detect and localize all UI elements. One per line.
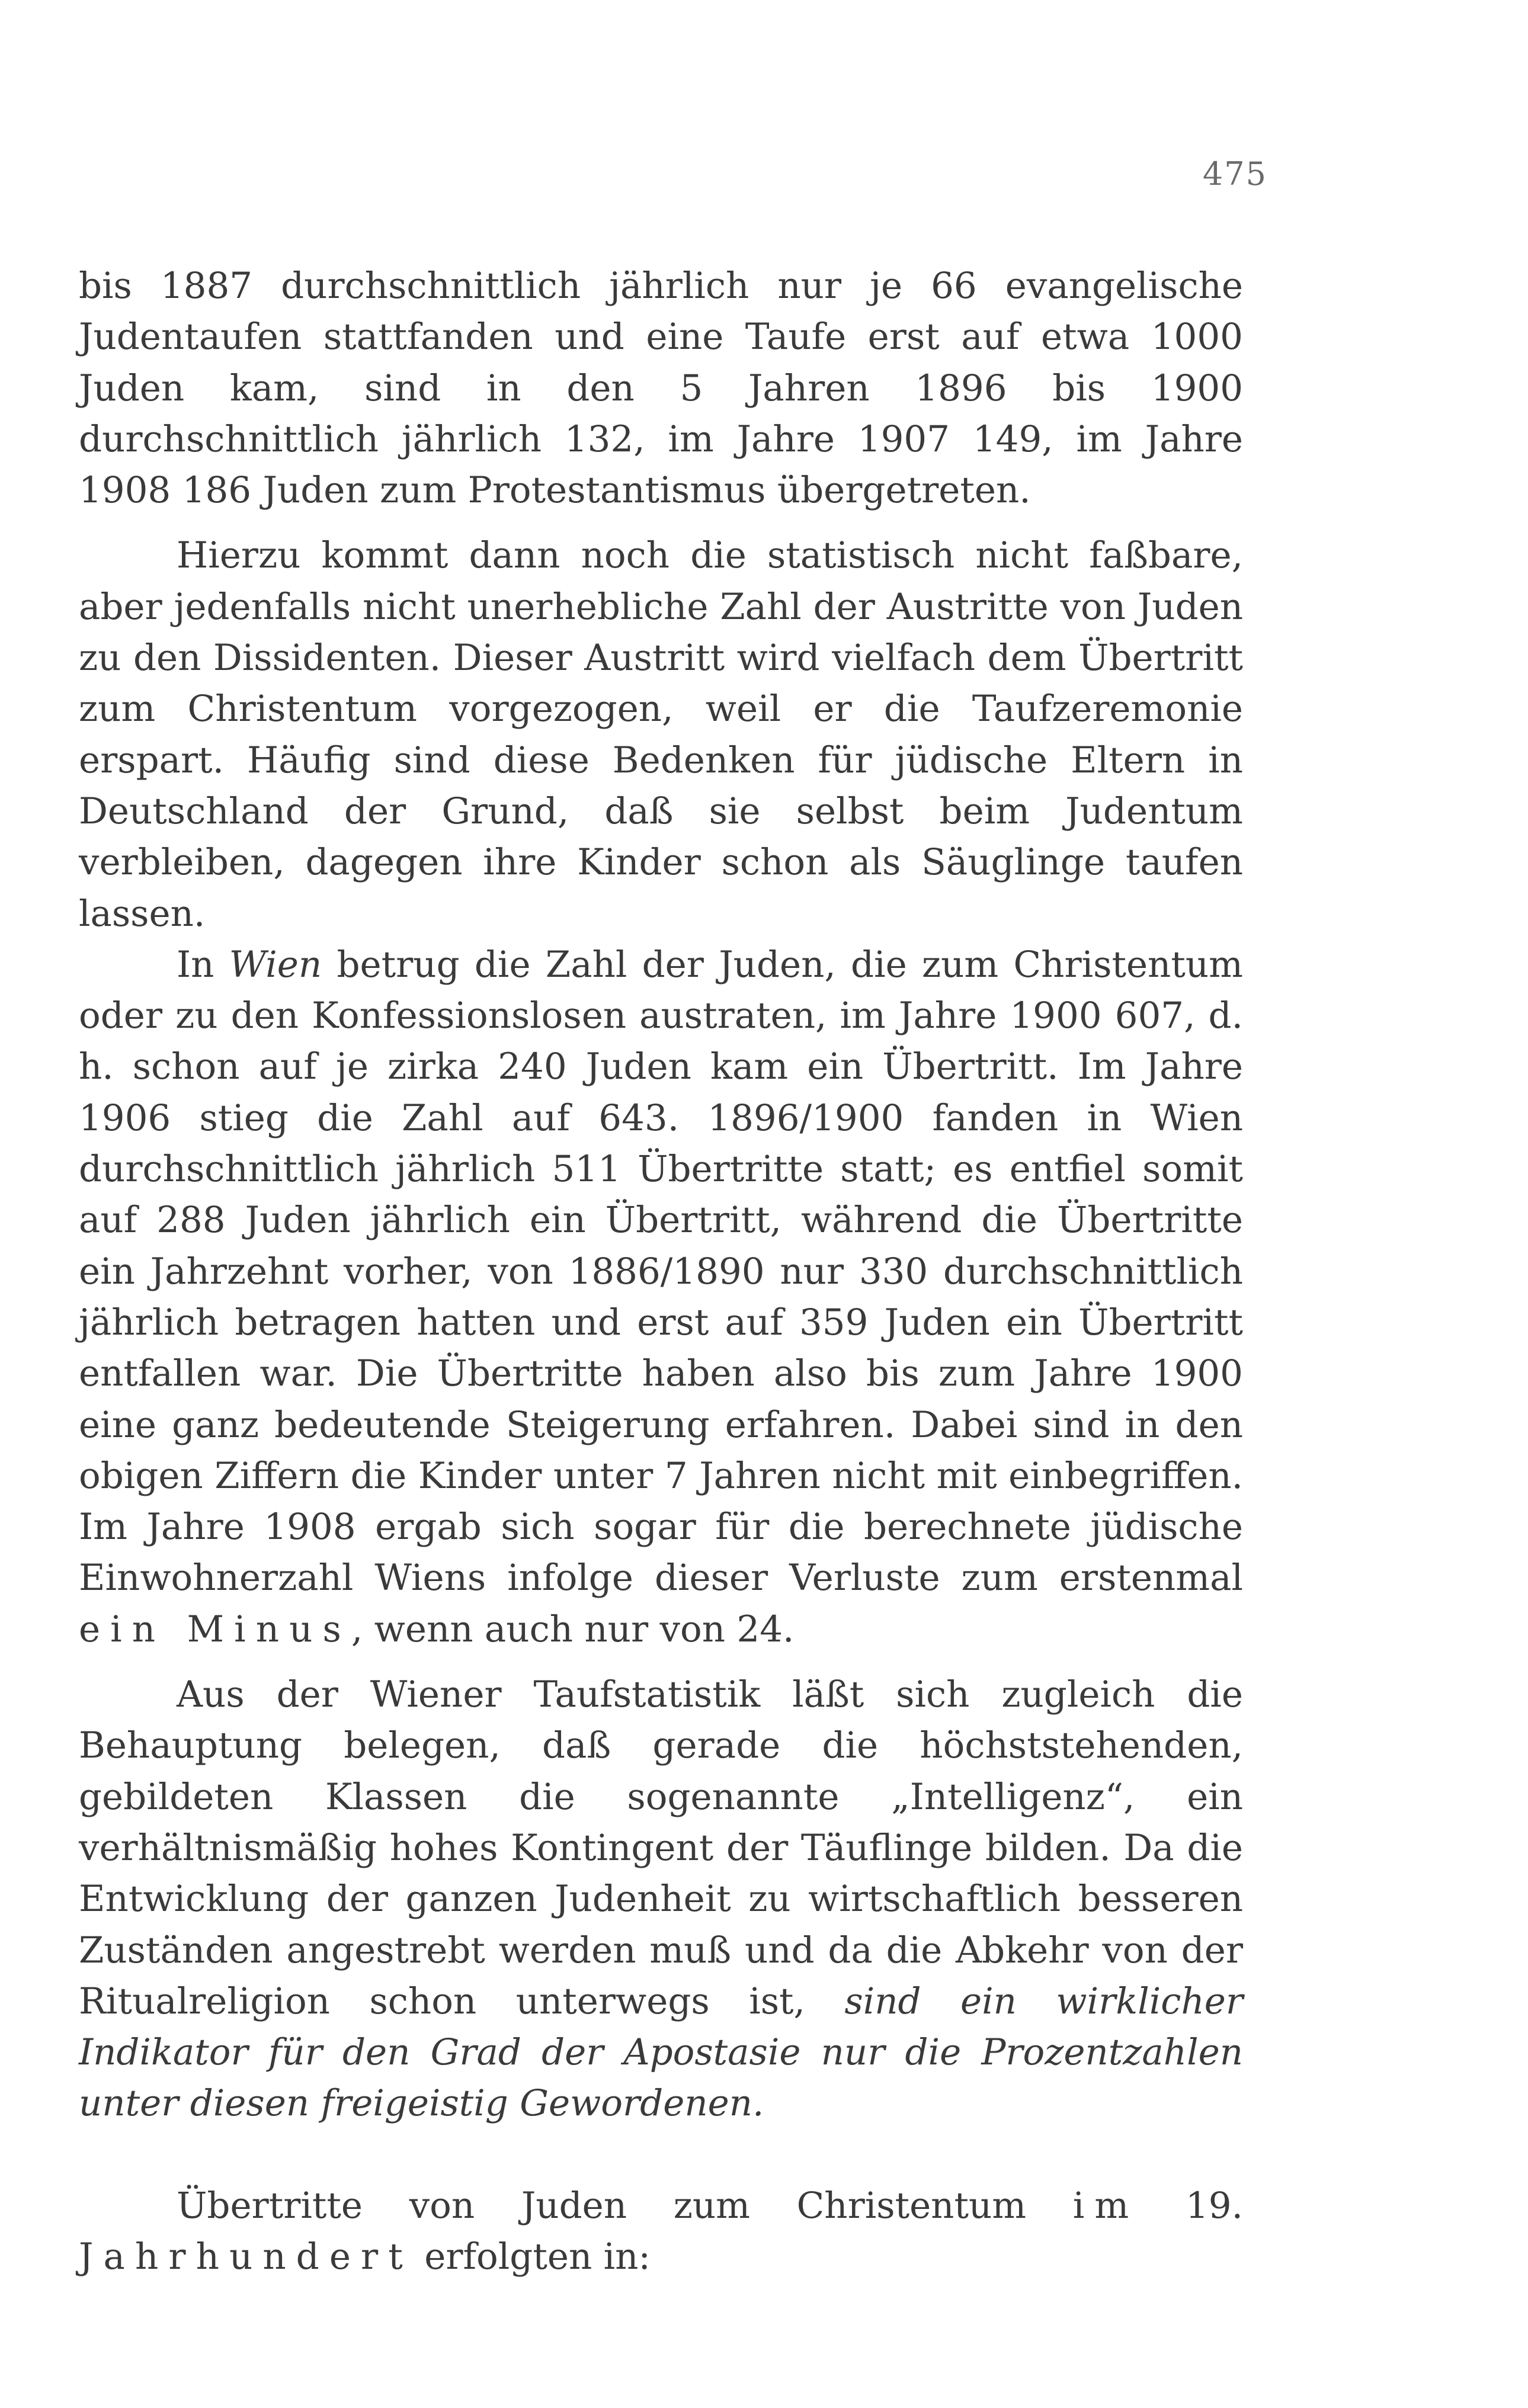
paragraph-1: bis 1887 durchschnittlich jährlich nur je 66 evangelische Judentaufen stattfanden und eine Taufe erst auf etwa 1000 Juden kam, sind in den 5 Jahren 1896 bis 1900 durchschnittlich jährlich 132, im Jahre 1907 149, im Jahre 1908 186 Juden zum Protestantismus übergetreten. (79, 265, 1243, 512)
paragraph-3-text: In (177, 943, 229, 986)
heading-text: erfolgten in: (412, 2235, 651, 2278)
body-text (79, 261, 1243, 2282)
italic-conclusion: sind ein wirklicher Indikator für den Grad der Apostasie nur die Prozentzahlen unter diesen freigeistig Gewordenen. (79, 1980, 1243, 2125)
heading-text: 19. (1139, 2184, 1243, 2227)
paragraph-2: Hierzu kommt dann noch die statistisch nicht faßbare, aber jedenfalls nicht unerhebliche Zahl der Austritte von Juden zu den Dissidenten. Dieser Austritt wird vielfach dem Übertritt zum Christentum vorgezogen, weil er die Taufzeremonie erspart. Häufig sind diese Bedenken für jüdische Eltern in Deutschland der Grund, daß sie selbst beim Judentum verbleiben, dagegen ihre Kinder schon als Säuglinge taufen lassen. (79, 534, 1243, 935)
paragraph-3-text: betrug die Zahl der Juden, die zum Christentum oder zu den Konfessionslosen austraten, im Jahre 1900 607, d. h. schon auf je zirka 240 Juden kam ein Übertritt. Im Jahre 1906 stieg die Zahl auf 643. 1896/1900 fanden in Wien durchschnittlich jährlich 511 Übertritte statt; es entfiel somit auf 288 Juden jährlich ein Übertritt, während die Übertritte ein Jahrzehnt vorher, von 1886/1890 nur 330 durchschnittlich jährlich betragen hatten und erst auf 359 Juden ein Übertritt entfallen war. Die Übertritte haben also bis zum Jahre 1900 eine ganz bedeutende Steigerung erfahren. Dabei sind in den obigen Ziffern die Kinder unter 7 Jahren nicht mit einbegriffen. Im Jahre 1908 ergab sich sogar für die berechnete jüdische Einwohnerzahl Wiens infolge dieser Verluste zum erstenmal (79, 943, 1243, 1599)
section-heading (79, 2181, 1243, 2283)
paragraph-4-text: Aus der Wiener Taufstatistik läßt sich zugleich die Behauptung belegen, daß gerade die höchststehenden, gebildeten Klassen die sogenannte „Intelligenz“, ein verhältnismäßig hohes Kontingent der Täuflinge bilden. Da die Entwicklung der ganzen Judenheit zu wirtschaftlich besseren Zuständen angestrebt werden muß und da die Abkehr von der Ritualreligion schon unterwegs ist, (79, 1673, 1243, 2022)
heading-spaced: im (1072, 2184, 1139, 2227)
paragraph-3-text: , wenn auch nur von 24. (351, 1608, 795, 1650)
page-number: 475 (1202, 155, 1267, 193)
paragraph-3 (79, 940, 1243, 1655)
emphasis-ein-minus: ein Minus (79, 1608, 351, 1650)
heading-text: Übertritte von Juden zum Christentum (177, 2184, 1073, 2227)
heading-spaced: Jahrhundert (79, 2235, 413, 2278)
city-name-wien: Wien (229, 943, 322, 986)
paragraph-4 (79, 1669, 1243, 2130)
